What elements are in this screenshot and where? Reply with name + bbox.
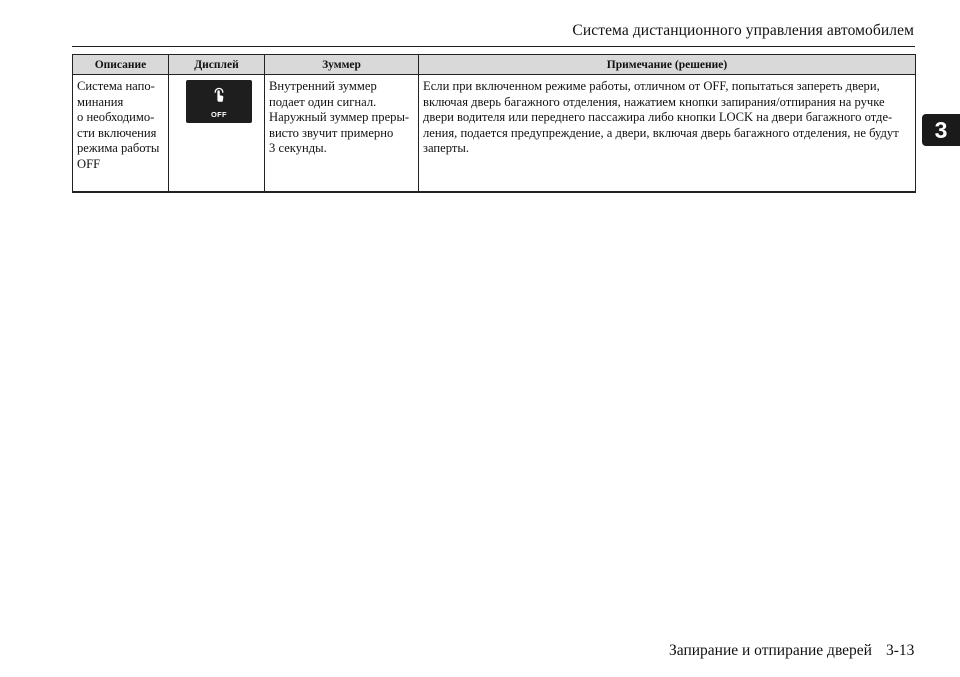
table-row	[73, 75, 916, 193]
buzzer-cell	[265, 75, 419, 193]
table-header-row	[73, 55, 916, 75]
hand-touch-icon	[211, 85, 227, 105]
buzzer-text: Внутренний зуммер подает один сигнал. Наружный зуммер преры- висто звучит примерно 3 секунды.	[269, 79, 410, 155]
page-header-title: Система дистанционного управления автомобилем	[572, 22, 914, 39]
note-text: Если при включенном режиме работы, отличном от OFF, попытаться запереть двери, включая дверь багажного отделения, нажатием кнопки запирания/отпирания на ручке двери водителя или переднего пассажира либо кнопки LOCK на двери багажного отде- ления, подается предупреждение, а двери, включая дверь багажного отделения, не будут заперты.	[423, 79, 899, 155]
chapter-tab[interactable]: 3	[922, 114, 960, 146]
header-rule	[72, 46, 915, 47]
column-header-buzzer: Зуммер	[265, 55, 419, 75]
warning-table	[72, 54, 916, 193]
footer-page-number: 3-13	[886, 642, 915, 659]
display-cell	[169, 75, 265, 193]
description-cell	[73, 75, 169, 193]
description-text: Система напо- минания о необходимо- сти включения режима работы OFF	[77, 79, 160, 171]
footer-section-title: Запирание и отпирание дверей	[669, 642, 872, 659]
column-header-description: Описание	[73, 55, 169, 75]
note-cell	[419, 75, 916, 193]
column-header-note: Примечание (решение)	[419, 55, 916, 75]
column-header-display: Дисплей	[169, 55, 265, 75]
display-off-label: OFF	[211, 110, 227, 119]
off-mode-display	[186, 80, 252, 123]
